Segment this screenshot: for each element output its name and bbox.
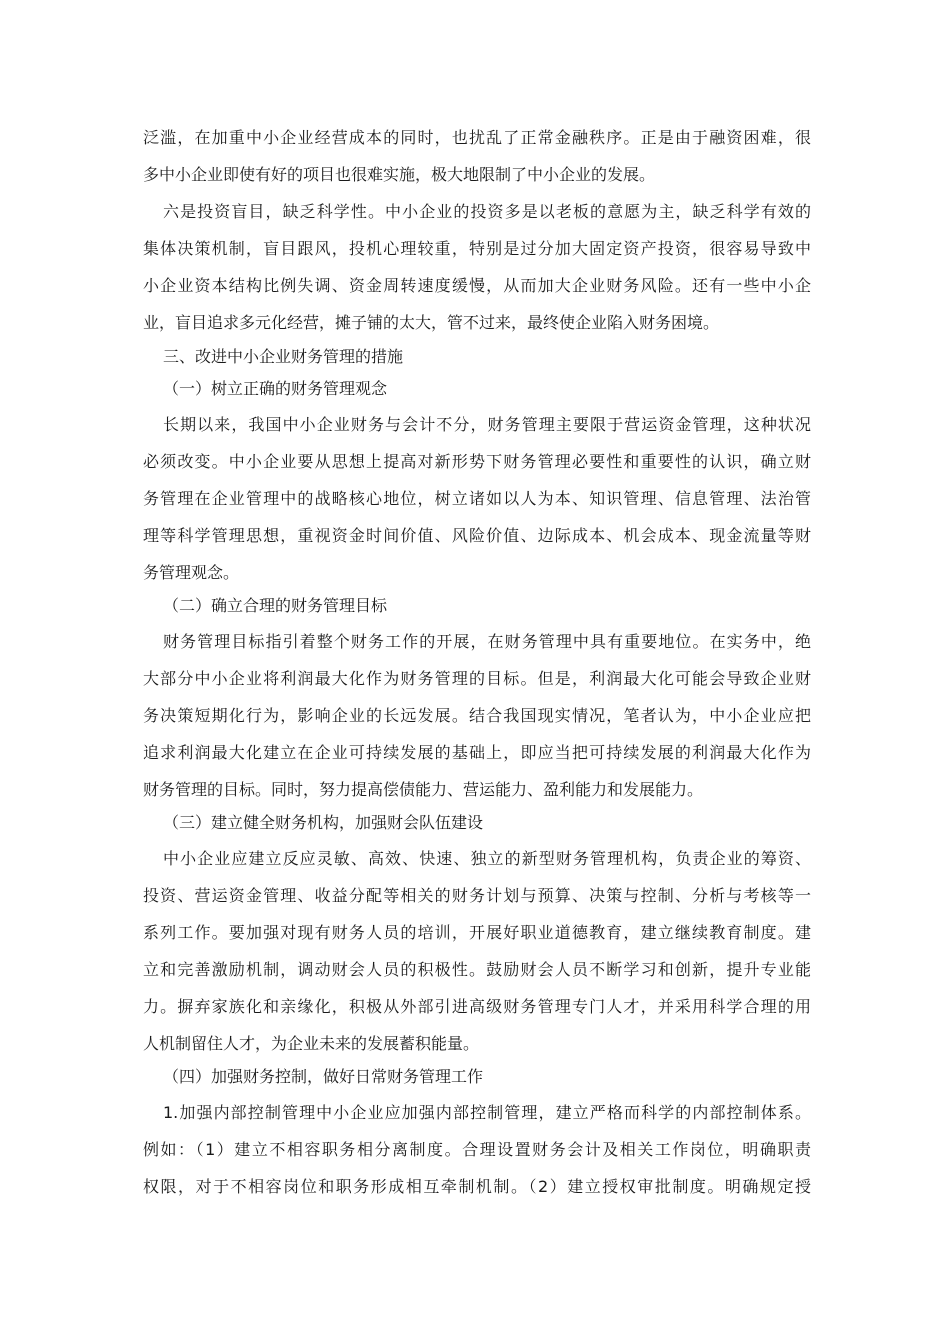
body-text-line: 人机制留住人才，为企业未来的发展蓄积能量。	[143, 1034, 480, 1053]
subsection-heading: （一）树立正确的财务管理观念	[163, 379, 388, 398]
subsection-heading: （二）确立合理的财务管理目标	[163, 596, 388, 615]
body-text-line: 立和完善激励机制，调动财会人员的积极性。鼓励财会人员不断学习和创新，提升专业能	[143, 960, 811, 979]
body-text-line: 例如：（1）建立不相容职务相分离制度。合理设置财务会计及相关工作岗位，明确职责	[143, 1140, 811, 1159]
body-text-line: 务管理观念。	[143, 563, 240, 582]
body-text-line: 1.加强内部控制管理中小企业应加强内部控制管理，建立严格而科学的内部控制体系。	[163, 1103, 811, 1122]
body-text-line: 集体决策机制，盲目跟风，投机心理较重，特别是过分加大固定资产投资，很容易导致中	[143, 239, 811, 258]
subsection-heading: （三）建立健全财务机构，加强财会队伍建设	[163, 813, 484, 832]
body-text-line: 权限，对于不相容岗位和职务形成相互牵制机制。（2）建立授权审批制度。明确规定授	[143, 1177, 811, 1196]
body-text-line: 小企业资本结构比例失调、资金周转速度缓慢，从而加大企业财务风险。还有一些中小企	[143, 276, 811, 295]
body-text-line: 财务管理目标指引着整个财务工作的开展，在财务管理中具有重要地位。在实务中，绝	[163, 632, 811, 651]
body-text-line: 追求利润最大化建立在企业可持续发展的基础上，即应当把可持续发展的利润最大化作为	[143, 743, 811, 762]
body-text-line: 大部分中小企业将利润最大化作为财务管理的目标。但是，利润最大化可能会导致企业财	[143, 669, 811, 688]
body-text-line: 泛滥，在加重中小企业经营成本的同时，也扰乱了正常金融秩序。正是由于融资困难，很	[143, 128, 811, 147]
body-text-line: 业，盲目追求多元化经营，摊子铺的太大，管不过来，最终使企业陷入财务困境。	[143, 313, 720, 332]
body-text-line: 长期以来，我国中小企业财务与会计不分，财务管理主要限于营运资金管理，这种状况	[163, 415, 811, 434]
body-text-line: 务管理在企业管理中的战略核心地位，树立诸如以人为本、知识管理、信息管理、法治管	[143, 489, 811, 508]
body-text-line: 财务管理的目标。同时，努力提高偿债能力、营运能力、盈利能力和发展能力。	[143, 780, 704, 799]
body-text-line: 中小企业应建立反应灵敏、高效、快速、独立的新型财务管理机构，负责企业的筹资、	[163, 849, 811, 868]
body-text-line: 务决策短期化行为，影响企业的长远发展。结合我国现实情况，笔者认为，中小企业应把	[143, 706, 811, 725]
subsection-heading: （四）加强财务控制，做好日常财务管理工作	[163, 1067, 484, 1086]
body-text-line: 六是投资盲目，缺乏科学性。中小企业的投资多是以老板的意愿为主，缺乏科学有效的	[163, 202, 811, 221]
body-text-line: 多中小企业即使有好的项目也很难实施，极大地限制了中小企业的发展。	[143, 165, 656, 184]
body-text-line: 理等科学管理思想，重视资金时间价值、风险价值、边际成本、机会成本、现金流量等财	[143, 526, 811, 545]
body-text-line: 力。摒弃家族化和亲缘化，积极从外部引进高级财务管理专门人才，并采用科学合理的用	[143, 997, 811, 1016]
body-text-line: 系列工作。要加强对现有财务人员的培训，开展好职业道德教育，建立继续教育制度。建	[143, 923, 811, 942]
section-heading: 三、改进中小企业财务管理的措施	[163, 347, 404, 366]
body-text-line: 必须改变。中小企业要从思想上提高对新形势下财务管理必要性和重要性的认识，确立财	[143, 452, 811, 471]
body-text-line: 投资、营运资金管理、收益分配等相关的财务计划与预算、决策与控制、分析与考核等一	[143, 886, 811, 905]
